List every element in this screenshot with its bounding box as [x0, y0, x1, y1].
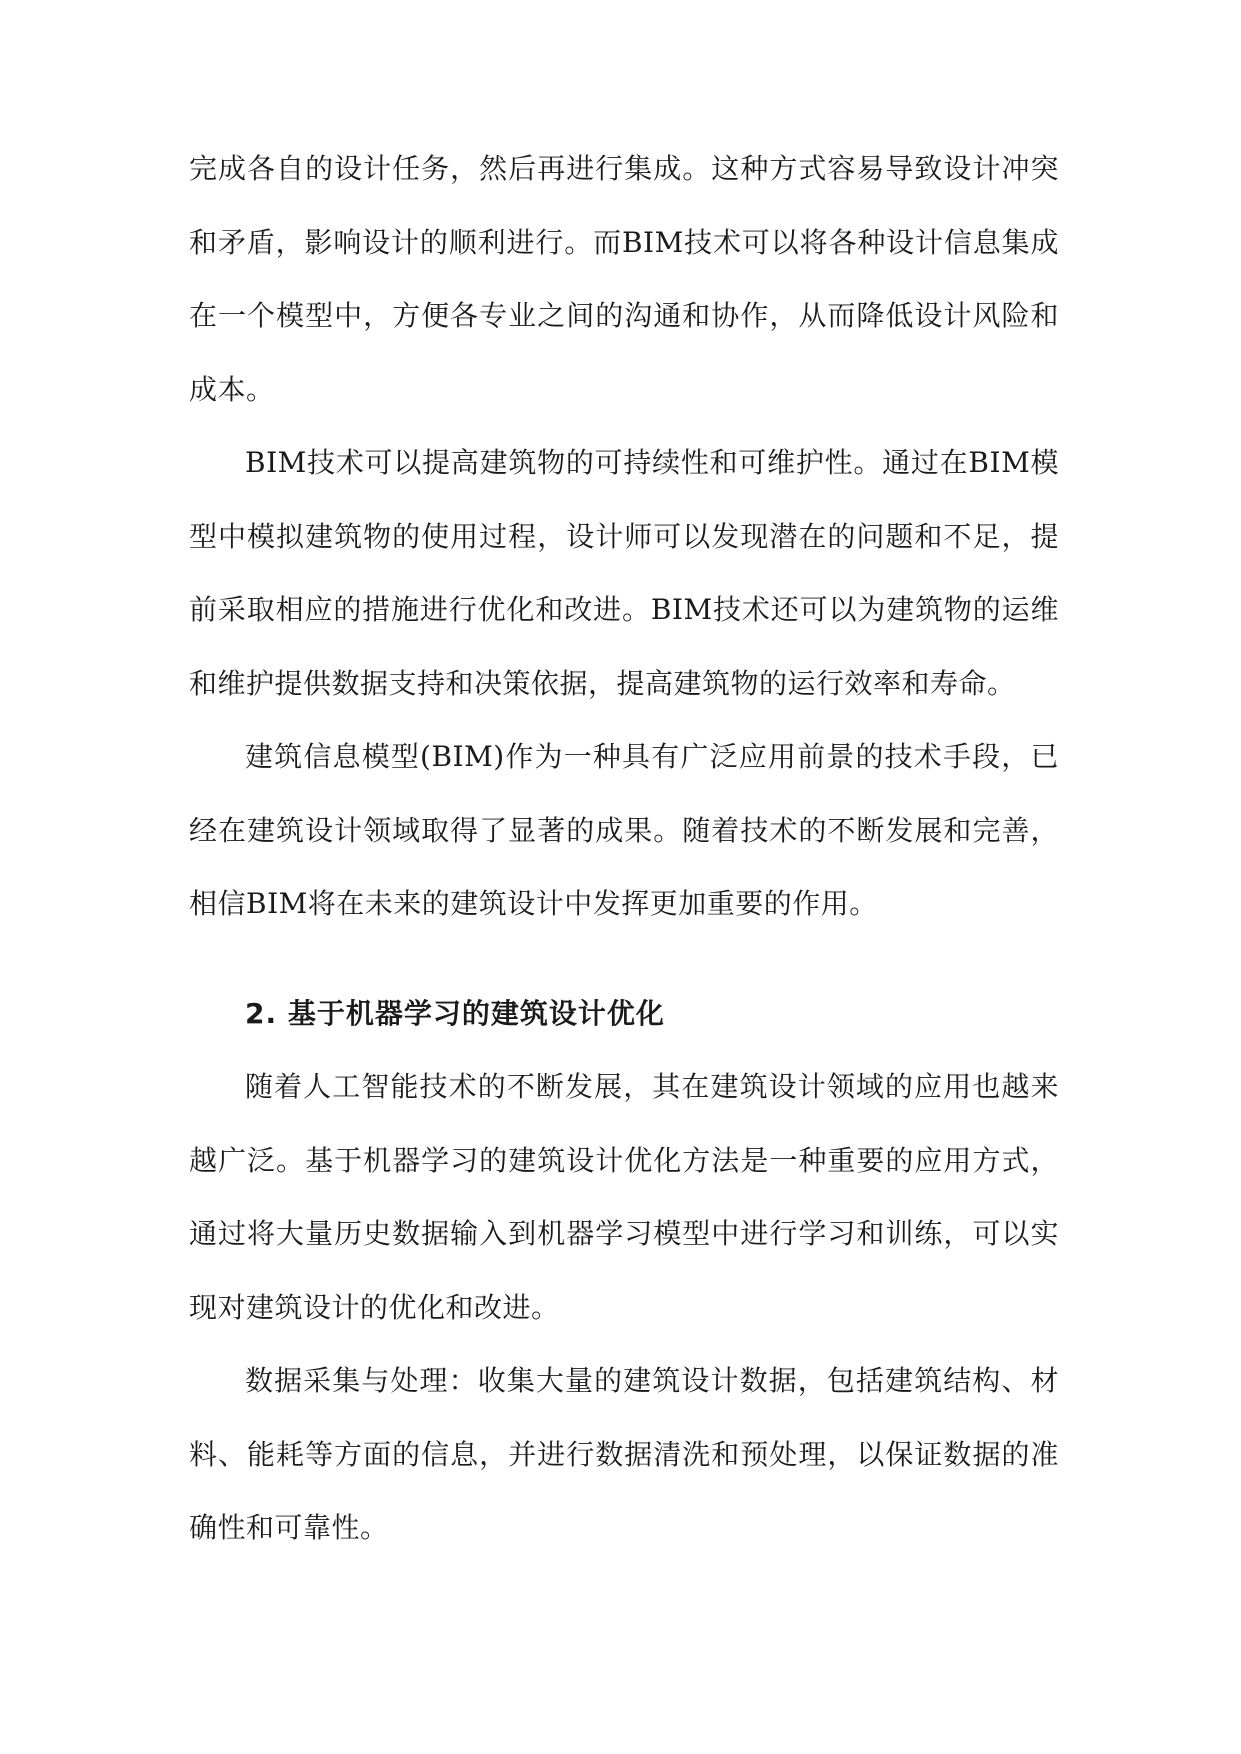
text-line: 料、能耗等方面的信息，并进行数据清洗和预处理，以保证数据的准	[189, 1437, 1059, 1471]
text-line: 前采取相应的措施进行优化和改进。BIM技术还可以为建筑物的运维	[189, 593, 1059, 626]
text-line: 成本。	[189, 372, 275, 406]
text-line: 随着人工智能技术的不断发展，其在建筑设计领域的应用也越来	[245, 1070, 1059, 1103]
text-line: 数据采集与处理：收集大量的建筑设计数据，包括建筑结构、材	[245, 1364, 1059, 1397]
text-line: 通过将大量历史数据输入到机器学习模型中进行学习和训练，可以实	[189, 1217, 1059, 1250]
text-line: 和维护提供数据支持和决策依据，提高建筑物的运行效率和寿命。	[189, 666, 1016, 700]
text-line: BIM技术可以提高建筑物的可持续性和可维护性。通过在BIM模	[245, 446, 1059, 479]
paragraph-bim-outlook	[189, 720, 1059, 941]
text-line: 经在建筑设计领域取得了显著的成果。随着技术的不断发展和完善，	[189, 813, 1059, 847]
text-line: 越广泛。基于机器学习的建筑设计优化方法是一种重要的应用方式，	[189, 1143, 1059, 1177]
text-line: 建筑信息模型(BIM)作为一种具有广泛应用前景的技术手段，已	[245, 740, 1059, 773]
section-heading: 2. 基于机器学习的建筑设计优化	[245, 996, 665, 1030]
paragraph-data-collection	[189, 1344, 1059, 1565]
paragraph-bim-sustainability	[189, 426, 1059, 720]
text-line: 型中模拟建筑物的使用过程，设计师可以发现潜在的问题和不足，提	[189, 519, 1059, 553]
text-line: 相信BIM将在未来的建筑设计中发挥更加重要的作用。	[189, 887, 878, 920]
text-line: 和矛盾，影响设计的顺利进行。而BIM技术可以将各种设计信息集成	[189, 225, 1059, 259]
text-line: 确性和可靠性。	[189, 1511, 389, 1544]
document-body	[189, 132, 1059, 1565]
text-line: 现对建筑设计的优化和改进。	[189, 1290, 560, 1324]
text-line: 在一个模型中，方便各专业之间的沟通和协作，从而降低设计风险和	[189, 299, 1059, 332]
paragraph-bim-collaboration	[189, 132, 1059, 426]
paragraph-ml-intro	[189, 1050, 1059, 1344]
text-line: 完成各自的设计任务，然后再进行集成。这种方式容易导致设计冲突	[189, 152, 1059, 185]
